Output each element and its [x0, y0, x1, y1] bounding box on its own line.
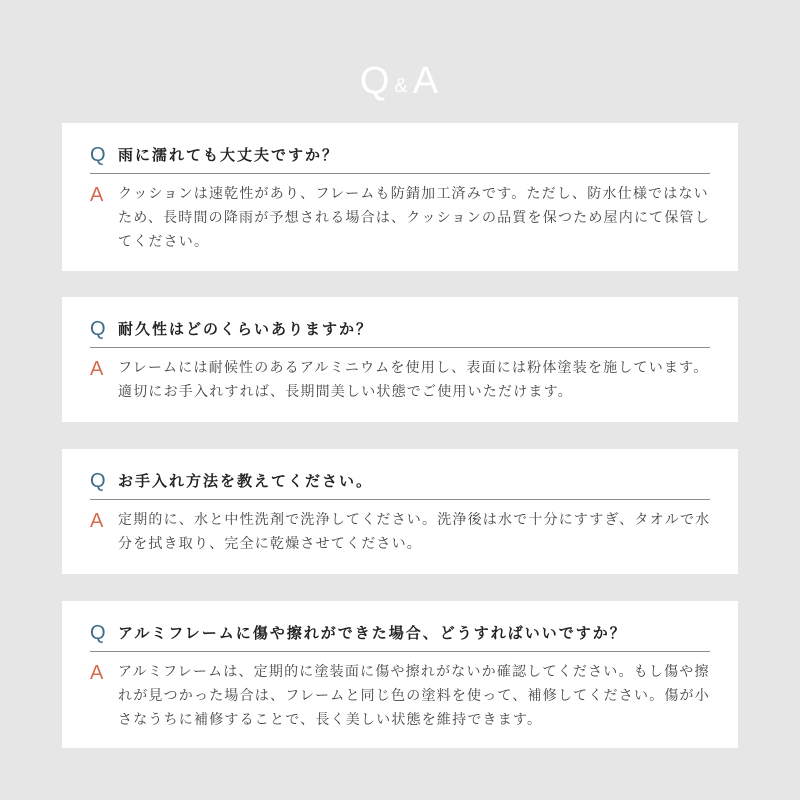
question-marker: Q — [90, 144, 106, 166]
faq-card — [62, 449, 738, 574]
question-text: お手入れ方法を教えてください。 — [118, 472, 374, 490]
faq-card — [62, 601, 738, 748]
question-text: 耐久性はどのくらいありますか？ — [118, 320, 374, 338]
question-marker: Q — [90, 318, 106, 340]
answer-marker: A — [90, 184, 104, 206]
answer-marker: A — [90, 510, 104, 532]
question-row — [90, 467, 710, 501]
page-title — [0, 57, 800, 111]
divider — [90, 173, 710, 174]
answer-text: クッションは速乾性があり、フレームも防錆加工済みです。ただし、防水仕様ではないため、長時間の降雨が予想される場合は、クッションの品質を保つため屋内にて保管してください。 — [118, 186, 710, 250]
answer-text: 定期的に、水と中性洗剤で洗浄してください。洗浄後は水で十分にすすぎ、タオルで水分を拭き取り、完全に乾燥させてください。 — [118, 512, 711, 552]
title-q: Q — [359, 60, 392, 102]
divider — [90, 499, 710, 500]
faq-card — [62, 123, 738, 271]
answer-marker: A — [90, 358, 104, 380]
answer-marker: A — [90, 662, 104, 684]
question-text: 雨に濡れても大丈夫ですか？ — [118, 146, 340, 164]
title-a: A — [412, 60, 441, 102]
answer-text: フレームには耐候性のあるアルミニウムを使用し、表面には粉体塗装を施しています。適切にお手入れすれば、長期間美しい状態でご使用いただけます。 — [118, 360, 709, 400]
question-row — [90, 141, 710, 175]
question-text: アルミフレームに傷や擦れができた場合、どうすればいいですか？ — [118, 624, 627, 642]
question-marker: Q — [90, 622, 106, 644]
divider — [90, 651, 710, 652]
faq-card — [62, 297, 738, 422]
question-marker: Q — [90, 470, 106, 492]
title-ampersand: & — [394, 75, 410, 97]
answer-text: アルミフレームは、定期的に塗装面に傷や擦れがないか確認してください。もし傷や擦れが見つかった場合は、フレームと同じ色の塗料を使って、補修してください。傷が小さなうちに補修することで、長く美しい状態を維持できます。 — [118, 664, 710, 728]
divider — [90, 347, 710, 348]
question-row — [90, 619, 710, 653]
question-row — [90, 315, 710, 349]
